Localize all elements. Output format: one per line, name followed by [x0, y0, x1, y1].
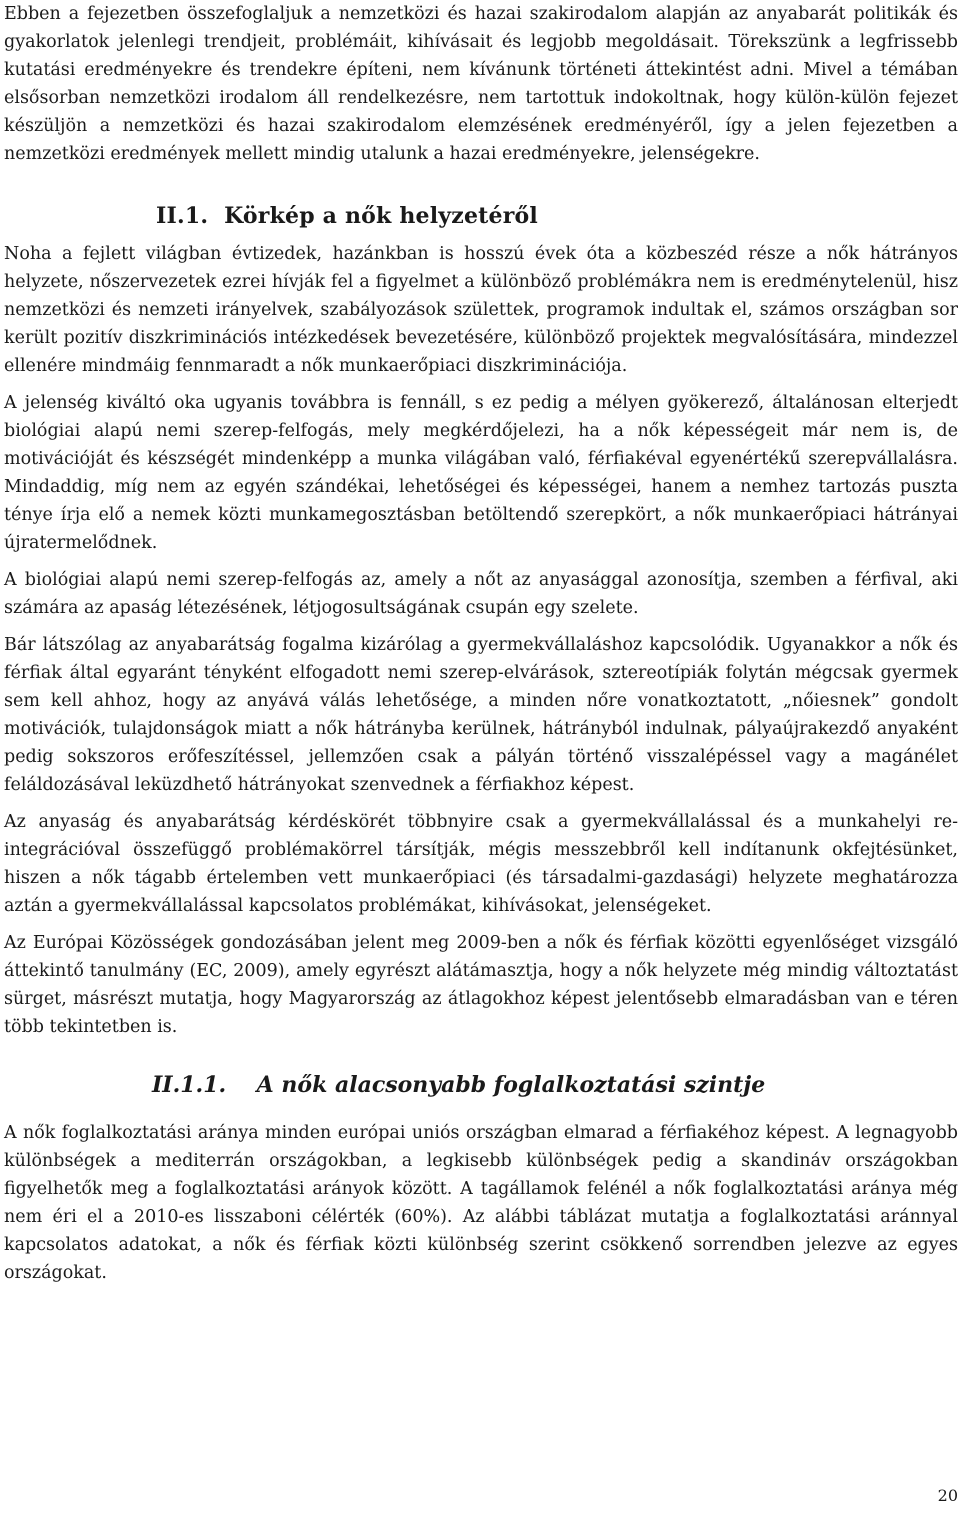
body-paragraph: A nők foglalkoztatási aránya minden európai uniós országban elmarad a férfiakéhoz képest. A legnagyobb különbségek a mediterrán országokban, a legkisebb különbségek pedig a skandináv országokban figyelhetők meg a foglalkoztatási arányok között. A tagállamok felénél a nők foglalkoztatási aránya még nem éri el a 2010-es lisszaboni célérték (60%). Az alábbi táblázat mutatja a foglalkoztatási aránnyal kapcsolatos adatokat, a nők és férfiak közti különbség szerint csökkenő sorrendben jelezve az egyes országokat.: [4, 1123, 958, 1283]
page-number: 20: [937, 1486, 958, 1505]
body-paragraph: Bár látszólag az anyabarátság fogalma kizárólag a gyermekvállaláshoz kapcsolódik. Ugyanakkor a nők és férfiak által egyaránt tényként elfogadott nemi szerep-elvárások, sztereotípiák folytán mégcsak gyermek sem kell ahhoz, hogy az anyává válás lehetősége, a minden nőre vonatkoztatott, „nőiesnek” gondolt motivációk, tulajdonságok miatt a nők hátrányba kerülnek, hátrányból indulnak, pályaújrakezdő anyaként pedig sokszoros erőfeszítéssel, jellemzően csak a pályán történő visszalépéssel vagy a magánélet feláldozásával leküzdhető hátrányokat szenvednek a férfiakhoz képest.: [4, 635, 958, 795]
document-page: [4, 0, 958, 1287]
subsection-number: II.1.1.: [152, 1072, 227, 1098]
subsection-title: A nők alacsonyabb foglalkoztatási szintje: [256, 1072, 766, 1098]
section-number: II.1.: [156, 203, 209, 229]
body-paragraph: A biológiai alapú nemi szerep-felfogás az, amely a nőt az anyasággal azonosítja, szemben a férfival, aki számára az apaság létezésének, létjogosultságának csupán egy szelete.: [4, 570, 958, 618]
body-paragraph: Az Európai Közösségek gondozásában jelent meg 2009-ben a nők és férfiak közötti egyenlőséget vizsgáló áttekintő tanulmány (EC, 2009), amely egyrészt alátámasztja, hogy a nők helyzete még mindig változtatást sürget, másrészt mutatja, hogy Magyarország az átlagokhoz képest jelentősebb elmaradásban van e téren több tekintetben is.: [4, 933, 958, 1037]
section-title: Körkép a nők helyzetéről: [224, 203, 538, 229]
intro-paragraph: Ebben a fejezetben összefoglaljuk a nemzetközi és hazai szakirodalom alapján az anyabarát politikák és gyakorlatok jelenlegi trendjeit, problémáit, kihívásait és legjobb megoldásait. Törekszünk a legfrissebb kutatási eredményekre és trendekre építeni, nem kívánunk történeti áttekintést adni. Mivel a témában elsősorban nemzetközi irodalom áll rendelkezésre, nem tartottuk indokoltnak, hogy külön-külön fejezet készüljön a nemzetközi és hazai szakirodalom elemzésének eredményéről, így a jelen fejezetben a nemzetközi eredmények mellett mindig utalunk a hazai eredményekre, jelenségekre.: [4, 4, 958, 164]
body-paragraph: Az anyaság és anyabarátság kérdéskörét többnyire csak a gyermekvállalással és a munkahelyi re-integrációval összefüggő problémakörrel társítják, mégis messzebbről kell indítanunk okfejtésünket, hiszen a nők tágabb értelemben vett munkaerőpiaci (és társadalmi-gazdasági) helyzete meghatározza aztán a gyermekvállalással kapcsolatos problémákat, kihívásokat, jelenségeket.: [4, 812, 958, 916]
body-paragraph: Noha a fejlett világban évtizedek, hazánkban is hosszú évek óta a közbeszéd része a nők hátrányos helyzete, nőszervezetek ezrei hívják fel a figyelmet a különböző problémákra nem is eredménytelenül, hisz nemzetközi és nemzeti irányelvek, szabályozások születtek, programok indultak el, számos országban sor került pozitív diszkriminációs intézkedések bevezetésére, különböző projektek megvalósítására, mindezzel ellenére mindmáig fennmaradt a nők munkaerőpiaci diszkriminációja.: [4, 244, 958, 376]
body-paragraph: A jelenség kiváltó oka ugyanis továbbra is fennáll, s ez pedig a mélyen gyökerező, általánosan elterjedt biológiai alapú nemi szerep-felfogás, mely megkérdőjelezi, ha a nők képességeit már nem is, de motivációját és készségét mindenképp a munka világában való, férfiakéval egyenértékű szerepvállalásra. Mindaddig, míg nem az egyén szándékai, lehetőségei és képességei, hanem a nemhez tartozás puszta ténye írja elő a nemek közti munkamegosztásban betöltendő szerepkört, a nők munkaerőpiaci hátrányai újratermelődnek.: [4, 393, 958, 553]
section-heading: [4, 196, 958, 236]
subsection-heading: [4, 1067, 958, 1103]
